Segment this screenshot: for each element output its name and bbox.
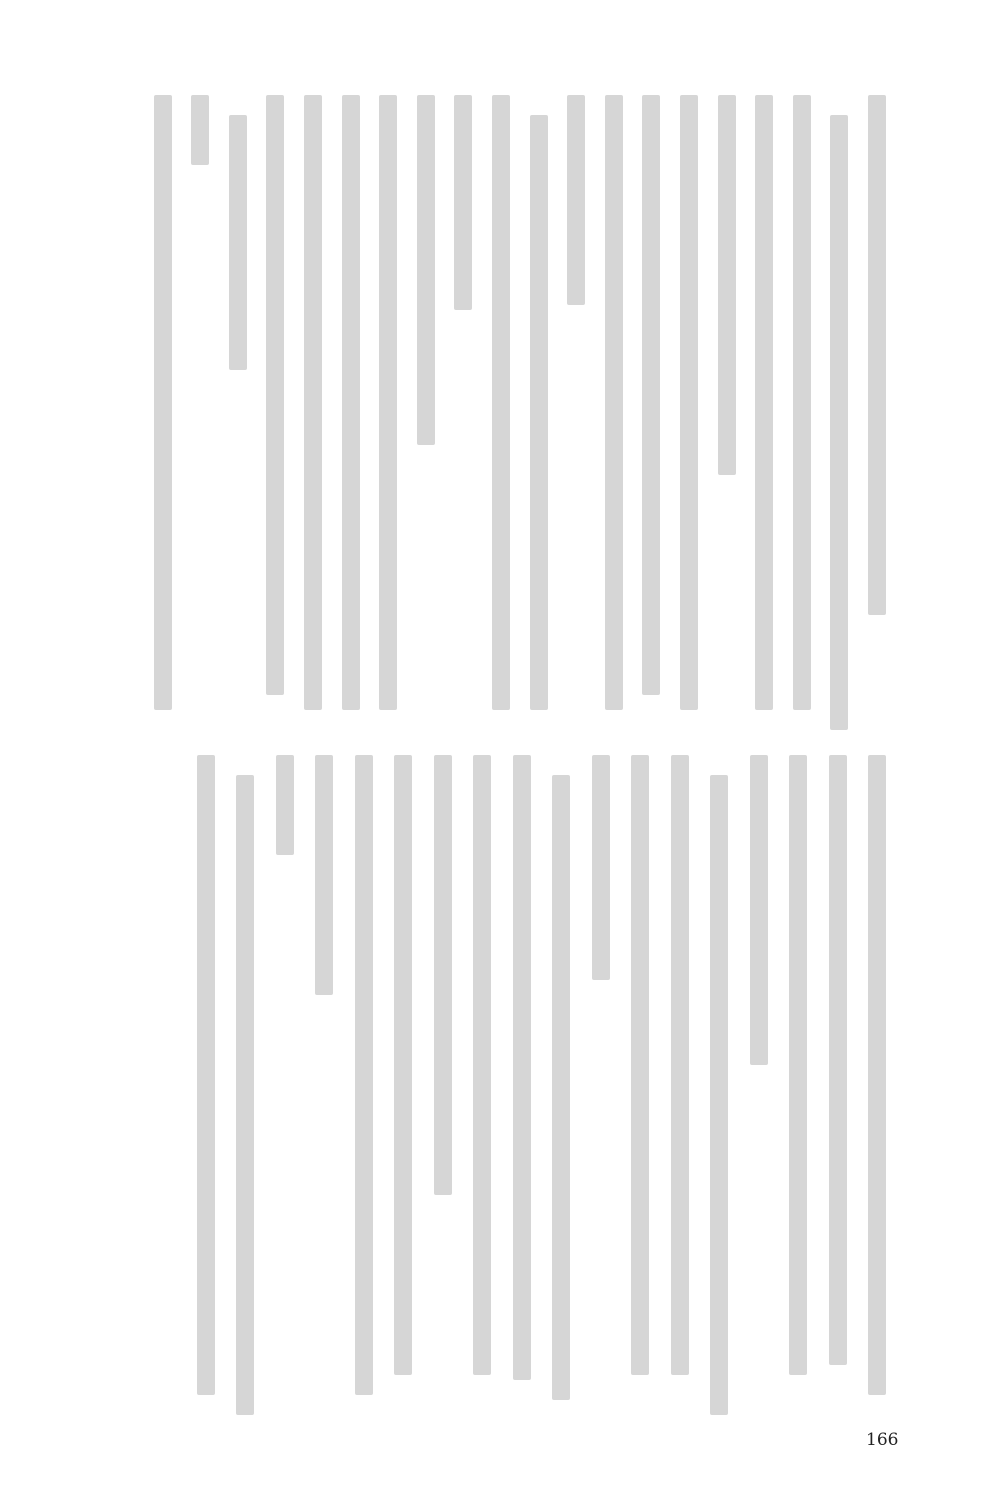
text-column-placeholder	[315, 755, 333, 995]
text-column-placeholder	[394, 755, 412, 1375]
text-column-placeholder	[304, 95, 322, 710]
text-column-placeholder	[631, 755, 649, 1375]
text-column-placeholder	[789, 755, 807, 1375]
text-column-placeholder	[592, 755, 610, 980]
text-column-placeholder	[229, 115, 247, 370]
text-column-placeholder	[236, 775, 254, 1415]
text-column-placeholder	[513, 755, 531, 1380]
text-column-placeholder	[750, 755, 768, 1065]
text-column-placeholder	[567, 95, 585, 305]
text-column-placeholder	[276, 755, 294, 855]
text-column-placeholder	[266, 95, 284, 695]
text-column-placeholder	[830, 115, 848, 730]
text-column-placeholder	[417, 95, 435, 445]
page-number: 166	[866, 1430, 899, 1450]
text-column-placeholder	[454, 95, 472, 310]
text-column-placeholder	[868, 95, 886, 615]
text-column-placeholder	[530, 115, 548, 710]
text-column-placeholder	[197, 755, 215, 1395]
text-column-placeholder	[718, 95, 736, 475]
text-column-placeholder	[191, 95, 209, 165]
text-column-placeholder	[473, 755, 491, 1375]
text-column-placeholder	[434, 755, 452, 1195]
text-column-placeholder	[755, 95, 773, 710]
text-column-placeholder	[680, 95, 698, 710]
text-column-placeholder	[605, 95, 623, 710]
text-column-placeholder	[642, 95, 660, 695]
text-column-placeholder	[671, 755, 689, 1375]
text-column-placeholder	[355, 755, 373, 1395]
text-column-placeholder	[793, 95, 811, 710]
text-column-placeholder	[379, 95, 397, 710]
text-column-placeholder	[868, 755, 886, 1395]
text-column-placeholder	[829, 755, 847, 1365]
text-column-placeholder	[492, 95, 510, 710]
text-column-placeholder	[342, 95, 360, 710]
text-column-placeholder	[154, 95, 172, 710]
text-column-placeholder	[552, 775, 570, 1400]
text-column-placeholder	[710, 775, 728, 1415]
